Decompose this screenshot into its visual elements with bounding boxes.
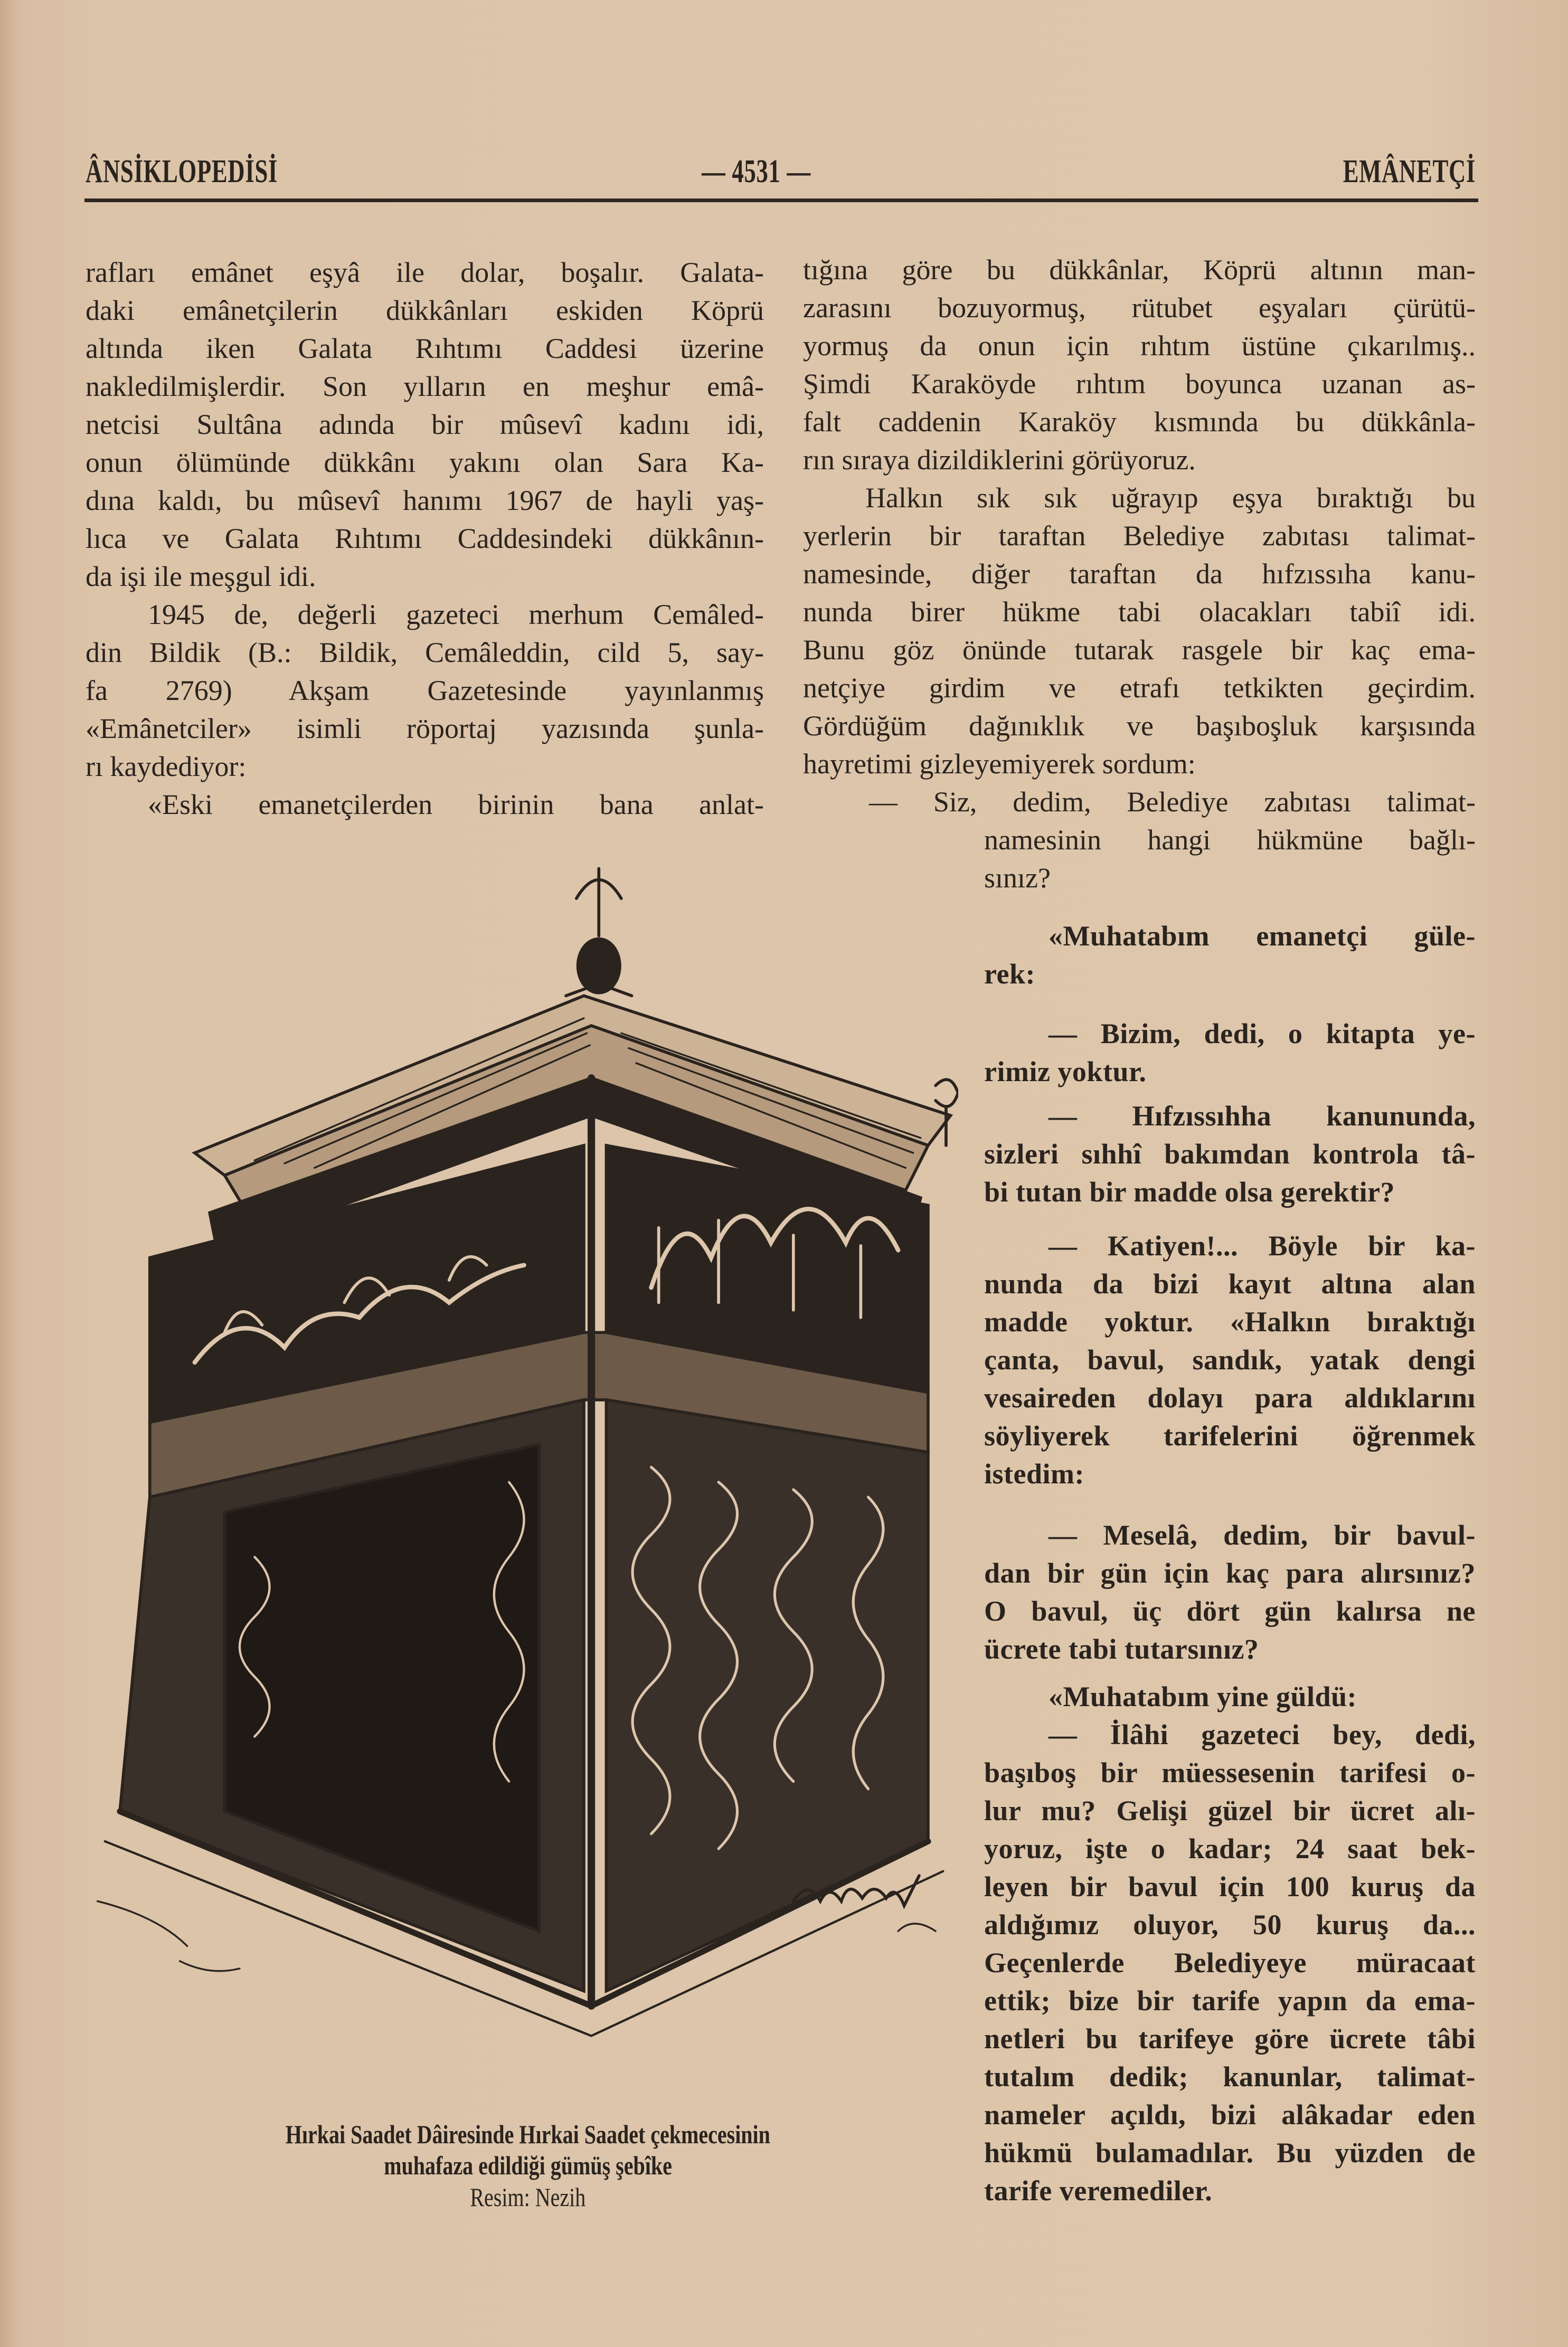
dialogue-block-5 xyxy=(984,1516,1476,1668)
text-line: — Katiyen!... Böyle bir ka- xyxy=(1049,1230,1476,1262)
text-line: sınız? xyxy=(984,862,1051,894)
text-line: — Hıfzıssıhha kanununda, xyxy=(1049,1100,1476,1132)
caption-text-1: Hırkai Saadet Dâiresinde Hırkai Saadet çekmecesinin xyxy=(285,2119,771,2149)
text-line: netcisi Sultâna adında bir mûsevî kadını idi, xyxy=(86,409,764,440)
text-line: lur mu? Gelişi güzel bir ücret alı- xyxy=(984,1795,1476,1827)
text-line: «Muhatabım yine güldü: xyxy=(1049,1681,1357,1712)
text-line: namesinde, diğer taraftan da hıfzıssıha kanu- xyxy=(803,558,1476,590)
text-line: söyliyerek tarifelerini öğrenmek xyxy=(984,1420,1476,1452)
text-line: Geçenlerde Belediyeye müracaat xyxy=(984,1947,1476,1979)
text-line: da işi ile meşgul idi. xyxy=(86,561,316,592)
dialogue-block-6 xyxy=(984,1678,1476,2210)
text-line: vesaireden dolayı para aldıklarını xyxy=(984,1382,1476,1414)
paragraph xyxy=(803,479,1476,783)
text-line: ücrete tabi tutarsınız? xyxy=(984,1633,1259,1665)
text-line: yoruz, işte o kadar; 24 saat bek- xyxy=(984,1833,1476,1865)
text-line: netçiye girdim ve etrafı tetkikten geçirdim. xyxy=(803,672,1476,704)
paragraph xyxy=(86,253,764,595)
text-line: Halkın sık sık uğrayıp eşya bıraktığı bu xyxy=(865,482,1476,514)
paragraph xyxy=(984,1716,1476,2210)
running-header-left xyxy=(86,150,353,193)
text-line: din Bildik (B.: Bildik, Cemâleddin, cild 5, say- xyxy=(86,637,764,668)
left-column-paragraph-continued xyxy=(86,253,764,595)
header-right-text: EMÂNETÇİ xyxy=(1343,154,1476,190)
paragraph xyxy=(984,1227,1476,1493)
caption-text-2: muhafaza edildiği gümüş şebîke xyxy=(384,2151,672,2180)
right-column-paragraph-continued xyxy=(803,251,1476,479)
right-column-question xyxy=(803,783,1476,897)
caption-text-3: Resim: Nezih xyxy=(470,2182,586,2212)
text-line: hükmü bulamadılar. Bu yüzden de xyxy=(984,2137,1476,2169)
text-line: onun ölümünde dükkânı yakını olan Sara Ka- xyxy=(86,447,764,478)
text-line: fa 2769) Akşam Gazetesinde yayınlanmış xyxy=(86,675,764,706)
text-line: — Meselâ, dedim, bir bavul- xyxy=(1049,1519,1476,1551)
text-line: sizleri sıhhî bakımdan kontrola tâ- xyxy=(984,1138,1476,1170)
text-line: 1945 de, değerli gazeteci merhum Cemâled- xyxy=(148,599,764,630)
paragraph xyxy=(803,251,1476,479)
text-line: yormuş da onun için rıhtım üstüne çıkarılmış.. xyxy=(803,330,1476,362)
paragraph xyxy=(984,1516,1476,1668)
text-line: nakledilmişlerdir. Son yılların en meşhur emâ- xyxy=(86,371,764,402)
header-left-text: ÂNSİKLOPEDİSİ xyxy=(86,154,278,190)
text-line: dan bir gün için kaç para alırsınız? xyxy=(984,1557,1476,1589)
text-line: tığına göre bu dükkânlar, Köprü altının man- xyxy=(803,254,1476,286)
text-line: netleri bu tarifeye göre ücrete tâbi xyxy=(984,2023,1476,2055)
left-column-paragraph-quote xyxy=(86,786,764,824)
illustration-silver-canopy xyxy=(90,854,958,2096)
paragraph xyxy=(86,595,764,786)
right-column-paragraph-halkin xyxy=(803,479,1476,783)
text-line: namesinin hangi hükmüne bağlı- xyxy=(984,824,1476,856)
paragraph xyxy=(984,1678,1476,1716)
header-rule xyxy=(84,198,1478,202)
text-line: nunda birer hükme tabi olacakları tabiî idi. xyxy=(803,596,1476,628)
paragraph xyxy=(984,917,1476,993)
paragraph xyxy=(984,1097,1476,1211)
text-line: Gördüğüm dağınıklık ve başıboşluk karşısında xyxy=(803,710,1476,742)
text-line: madde yoktur. «Halkın bıraktığı xyxy=(984,1306,1476,1338)
text-line: — Siz, dedim, Belediye zabıtası talimat- xyxy=(869,786,1476,818)
text-line: tarife veremediler. xyxy=(984,2175,1213,2207)
text-line: nameler açıldı, bizi alâkadar eden xyxy=(984,2099,1476,2131)
paragraph xyxy=(984,1015,1476,1091)
text-line: istedim: xyxy=(984,1458,1084,1490)
text-line: yerlerin bir taraftan Belediye zabıtası talimat- xyxy=(803,520,1476,552)
figure-caption-line-2 xyxy=(158,2150,898,2181)
figure-credit xyxy=(158,2181,898,2213)
text-line: rı kaydediyor: xyxy=(86,751,247,782)
text-line: bi tutan bir madde olsa gerektir? xyxy=(984,1176,1395,1208)
text-line: daki emânetçilerin dükkânları eskiden Köprü xyxy=(86,295,764,326)
paragraph xyxy=(86,786,764,824)
text-line: rafları emânet eşyâ ile dolar, boşalır. Galata- xyxy=(86,257,764,288)
text-line: zarasını bozuyormuş, rütubet eşyaları çürütü- xyxy=(803,292,1476,324)
paragraph xyxy=(803,783,1476,897)
text-line: aldığımız oluyor, 50 kuruş da... xyxy=(984,1909,1476,1941)
text-line: Bunu göz önünde tutarak rasgele bir kaç ema- xyxy=(803,634,1476,666)
text-line: rek: xyxy=(984,958,1035,990)
text-line: — İlâhi gazeteci bey, dedi, xyxy=(1049,1719,1476,1750)
text-line: ettik; bize bir tarife yapın da ema- xyxy=(984,1985,1476,2017)
dialogue-block-3 xyxy=(984,1097,1476,1211)
figure-caption-line-1 xyxy=(158,2118,898,2150)
dialogue-block-4 xyxy=(984,1227,1476,1493)
text-line: tutalım dedik; kanunlar, talimat- xyxy=(984,2061,1476,2093)
text-line: O bavul, üç dört gün kalırsa ne xyxy=(984,1595,1476,1627)
text-line: çanta, bavul, sandık, yatak dengi xyxy=(984,1344,1476,1376)
text-line: leyen bir bavul için 100 kuruş da xyxy=(984,1871,1476,1903)
text-line: dına kaldı, bu mûsevî hanımı 1967 de hayli yaş- xyxy=(86,485,764,516)
text-line: nunda da bizi kayıt altına alan xyxy=(984,1268,1476,1300)
dialogue-block-1 xyxy=(984,917,1476,993)
left-column-paragraph-1945 xyxy=(86,595,764,786)
text-line: — Bizim, dedi, o kitapta ye- xyxy=(1049,1018,1476,1049)
text-line: hayretimi gizleyemiyerek sordum: xyxy=(803,748,1196,780)
page-number-text: — 4531 — xyxy=(701,154,811,190)
text-line: falt caddenin Karaköy kısmında bu dükkânla- xyxy=(803,406,1476,438)
text-line: «Eski emanetçilerden birinin bana anlat- xyxy=(148,789,764,820)
dialogue-block-2 xyxy=(984,1015,1476,1091)
text-line: rimiz yoktur. xyxy=(984,1056,1147,1087)
text-line: rın sıraya dizildiklerini görüyoruz. xyxy=(803,444,1196,476)
text-line: lıca ve Galata Rıhtımı Caddesindeki dükkânın- xyxy=(86,523,764,554)
page-number xyxy=(650,150,862,193)
text-line: altında iken Galata Rıhtımı Caddesi üzerine xyxy=(86,333,764,364)
finial-icon xyxy=(566,868,632,996)
running-header-right xyxy=(1291,150,1476,193)
text-line: «Muhatabım emanetçi güle- xyxy=(1049,920,1476,952)
text-line: Şimdi Karaköyde rıhtım boyunca uzanan as- xyxy=(803,368,1476,400)
text-line: başıboş bir müessesenin tarifesi o- xyxy=(984,1757,1476,1788)
text-line: «Emânetciler» isimli röportaj yazısında şunla- xyxy=(86,713,764,744)
